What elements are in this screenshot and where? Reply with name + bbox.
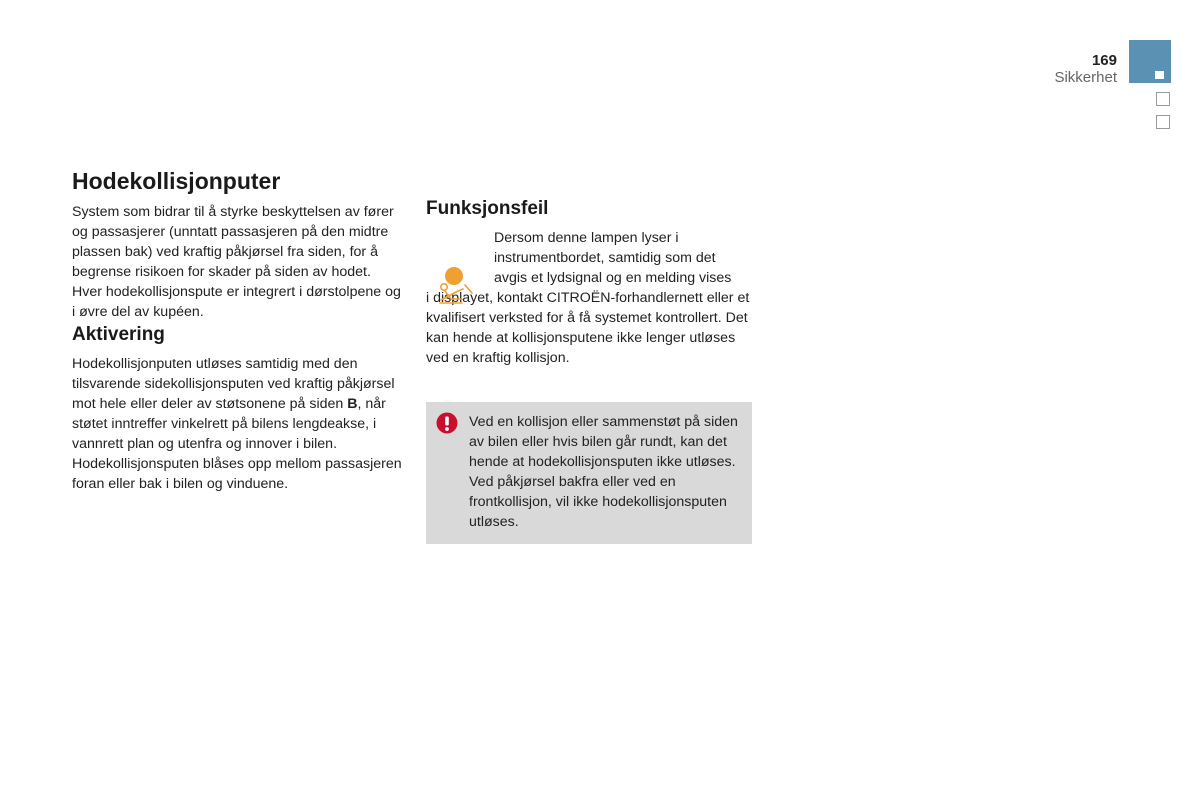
activation-paragraph-2: Hodekollisjonsputen blåses opp mellom passasjeren foran eller bak i bilen og vinduene. — [72, 456, 402, 492]
chapter-tab[interactable] — [1156, 92, 1170, 106]
intro-paragraph: System som bidrar til å styrke beskyttelsen av fører og passasjerer (unntatt passasjeren på den midtre plassen bak) ved kraftig påkjørsel fra siden, for å begrense risikoen for skader på siden av hodet. — [72, 204, 394, 280]
activation-heading: Aktivering — [72, 324, 165, 345]
warning-icon — [436, 412, 458, 434]
activation-text: Hodekollisjonputen utløses samtidig med den tilsvarende sidekollisjonsputen ved kraftig påkjørsel mot hele eller deler av støtsonene på siden — [72, 356, 395, 412]
warning-paragraph: Ved en kollisjon eller sammenstøt på siden av bilen eller hvis bilen går rundt, kan det hende at hodekollisjonsputen ikke utløses. — [469, 414, 738, 470]
chapter-tab[interactable] — [1156, 115, 1170, 129]
page-header — [1054, 52, 1117, 86]
left-column — [72, 166, 407, 494]
airbag-fault-lamp-icon — [432, 266, 478, 304]
fault-paragraph: i displayet, kontakt CITROËN-forhandlernett eller et kvalifisert verksted for å få systemet kontrollert. Det kan hende at kollisjonsputene ikke lenger utløses ved en kraftig kollisjon. — [426, 290, 750, 366]
warning-box — [426, 402, 752, 544]
fault-line: Dersom denne lampen lyser i — [494, 230, 679, 246]
intro-paragraph-2: Hver hodekollisjonspute er integrert i dørstolpene og i øvre del av kupéen. — [72, 284, 401, 320]
activation-paragraph — [72, 354, 407, 454]
page-title: Hodekollisjonputer — [72, 168, 281, 194]
page-number: 169 — [1091, 52, 1117, 69]
fault-heading: Funksjonsfeil — [426, 198, 549, 219]
activation-text: , når støtet inntreffer vinkelrett på bilens lengdeakse, i vannrett plan og utenfra og innover i bilen. — [72, 396, 386, 452]
zone-label: B — [347, 396, 358, 412]
chapter-tab-active[interactable] — [1129, 40, 1171, 83]
fault-block — [426, 228, 756, 368]
section-name: Sikkerhet — [1054, 69, 1117, 86]
warning-paragraph-2: Ved påkjørsel bakfra eller ved en frontkollisjon, vil ikke hodekollisjonsputen utløses. — [469, 474, 727, 530]
right-column — [426, 196, 756, 544]
fault-line: instrumentbordet, samtidig som det — [494, 250, 716, 266]
fault-line: avgis et lydsignal og en melding vises — [494, 270, 732, 286]
chapter-tab-marker — [1155, 71, 1164, 79]
